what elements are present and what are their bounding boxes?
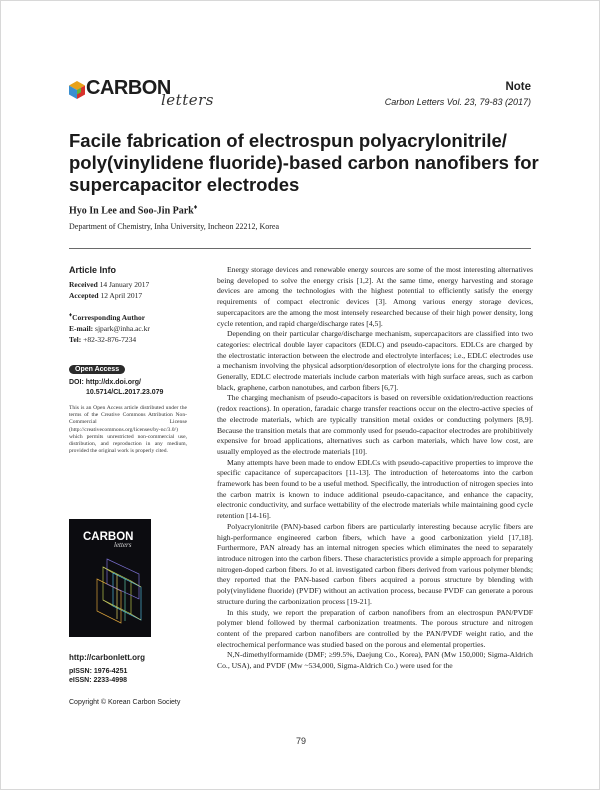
logo-script: letters bbox=[161, 91, 214, 109]
logo-wordmark: CARBON bbox=[86, 77, 171, 99]
copyright: Copyright © Korean Carbon Society bbox=[69, 699, 181, 706]
open-access-badge: Open Access bbox=[69, 365, 125, 374]
corresponding-mark: ♦ bbox=[193, 203, 198, 211]
email-line bbox=[69, 323, 187, 334]
accepted-line bbox=[69, 290, 187, 301]
body-paragraph: N,N-dimethylformamide (DMF; ≥99.5%, Daejung Co., Korea), PAN (Mw 150,000; Sigma-Aldrich Co., USA), and PVDF (Mw ~534,000, Sigma-Aldrich Co.) were used for the bbox=[217, 650, 533, 671]
accepted-label: Accepted bbox=[69, 291, 99, 300]
doi-link[interactable]: 10.5714/CL.2017.23.079 bbox=[86, 388, 164, 396]
cover-title: CARBON bbox=[83, 531, 134, 543]
body-text bbox=[217, 265, 533, 672]
article-dates bbox=[69, 279, 187, 301]
corresponding-heading: Corresponding Author bbox=[72, 312, 146, 322]
doi bbox=[69, 378, 163, 397]
tel-label: Tel: bbox=[69, 334, 82, 344]
article-info-heading: Article Info bbox=[69, 265, 117, 275]
body-paragraph: The charging mechanism of pseudo-capacitors is based on reversible oxidation/reduction reactions (redox reactions). In operation, faradaic charge transfer reactions occur on the electro-active species of the electrode materials, which are typically transition metal oxides or conducting polymers [8,9]. Because the transition metals that are commonly used for pseudo-capacitor electrodes are prohibitively expensive for broad applications, alternatives such as carbon materials, which have low cost, are usually employed as the electrode materials [10]. bbox=[217, 393, 533, 456]
divider bbox=[69, 248, 531, 249]
issn-block bbox=[69, 667, 127, 685]
received-date: 14 January 2017 bbox=[99, 280, 150, 289]
tel-value: +82-32-876-7234 bbox=[83, 334, 137, 344]
affiliation: Department of Chemistry, Inha University, Incheon 22212, Korea bbox=[69, 222, 280, 231]
email-link[interactable]: sjpark@inha.ac.kr bbox=[95, 323, 150, 333]
tel-line bbox=[69, 334, 187, 345]
doi-label: DOI: http://dx.doi.org/ bbox=[69, 379, 141, 386]
journal-cover-image bbox=[69, 519, 151, 637]
pissn: pISSN: 1976-4251 bbox=[69, 668, 128, 675]
logo-cube-icon bbox=[69, 81, 85, 99]
received-line bbox=[69, 279, 187, 290]
corresponding-heading-mark: ♦ bbox=[69, 312, 73, 318]
corresponding-heading-line bbox=[69, 310, 187, 323]
received-label: Received bbox=[69, 280, 98, 289]
journal-logo bbox=[69, 79, 219, 119]
body-paragraph: Polyacrylonitrile (PAN)-based carbon fibers are particularly interesting because acrylic fibers are high-performance engineered carbon fibers, which have a good carbonization yield [17,18]. Furthermore, PAN already has an internal nitrogen species which eliminates the need to separately introduce nitrogen into the carbon fibers. These characteristics provide a simple approach for preparing nitrogen-doped carbon fibers. Jo et al. investigated carbon fibers derived from various polymer blends; they reported that the PAN-based carbon fibers acquired a porous structure by blending with poly(vinylidene fluoride) (PVDF) without an activation process, because PVDF can generate a porous structure during the carbonization process [19-21]. bbox=[217, 521, 533, 606]
corresponding-author-block bbox=[69, 310, 187, 345]
eissn: eISSN: 2233-4998 bbox=[69, 677, 127, 684]
email-label: E-mail: bbox=[69, 323, 94, 333]
authors bbox=[69, 203, 197, 216]
article-type-label: Note bbox=[505, 81, 531, 93]
accepted-date: 12 April 2017 bbox=[100, 291, 143, 300]
journal-citation: Carbon Letters Vol. 23, 79-83 (2017) bbox=[384, 97, 531, 107]
body-paragraph: Depending on their particular charge/discharge mechanism, supercapacitors are classified into two categories: electrical double layer capacitors (EDLC) and pseudo-capacitors. EDLCs are charged by the electrostatic interaction between the electrode and electrolyte interfaces; i.e., EDLC electrodes use a mechanism involving the physical adsorption/desorption of electrolyte ions for the charging process. Generally, EDLC electrode materials include carbon materials with high surface areas, such as carbon black, graphene, carbon nanotubes, and carbon fibers [6,7]. bbox=[217, 329, 533, 392]
journal-website-link[interactable]: http://carbonlett.org bbox=[69, 653, 145, 662]
cover-script: letters bbox=[114, 541, 132, 549]
body-paragraph: Energy storage devices and renewable energy sources are some of the most interesting alternatives being developed to solve the energy crisis [1,2]. At the same time, energy harvesting and storage devices are among the technologies with the highest potential to efficiently satisfy the energy requirements of compact electronic devices [3]. Among various energy storage devices, supercapacitors are the among the most intensely researched because of their high power density, long cycle retention, and rapid charge/discharge rates [4,5]. bbox=[217, 265, 533, 328]
page-number: 79 bbox=[295, 736, 306, 746]
cover-lattice-graphic bbox=[69, 519, 151, 637]
license-text: This is an Open Access article distributed under the terms of the Creative Commons Attribution Non-Commercial License (http://creativecommons.org/licenses/by-nc/3.0/) which permits unrestricted non-commercial use, distribution, and reproduction in any medium, provided the original work is properly cited. bbox=[69, 405, 187, 455]
article-title: Facile fabrication of electrospun polyacrylonitrile/ poly(vinylidene fluoride)-based carbon nanofibers for supercapacitor electrodes bbox=[69, 130, 539, 195]
author-names: Hyo In Lee and Soo-Jin Park bbox=[69, 205, 194, 217]
body-paragraph: In this study, we report the preparation of carbon nanofibers from an electrospun PAN/PVDF polymer blend followed by thermal carbonization treatments. The porous structure and nitrogen content of the prepared carbon nanofibers are controlled by the PAN/PVDF weight ratio, and the electrochemical performance was studied based on the porous and elemental properties. bbox=[217, 607, 533, 649]
body-paragraph: Many attempts have been made to endow EDLCs with pseudo-capacitive properties to improve the specific capacitance of supercapacitors [11-13]. The introduction of heteroatoms into the carbon framework has been found to be a useful method. Specifically, the introduction of nitrogen species into the carbon matrix is known to induce additional pseudo-capacitance, and enhance the capacity, electronic conductivity, and surface wettability of the electrode materials while maintaining good cycle retention [14-16]. bbox=[217, 457, 533, 521]
